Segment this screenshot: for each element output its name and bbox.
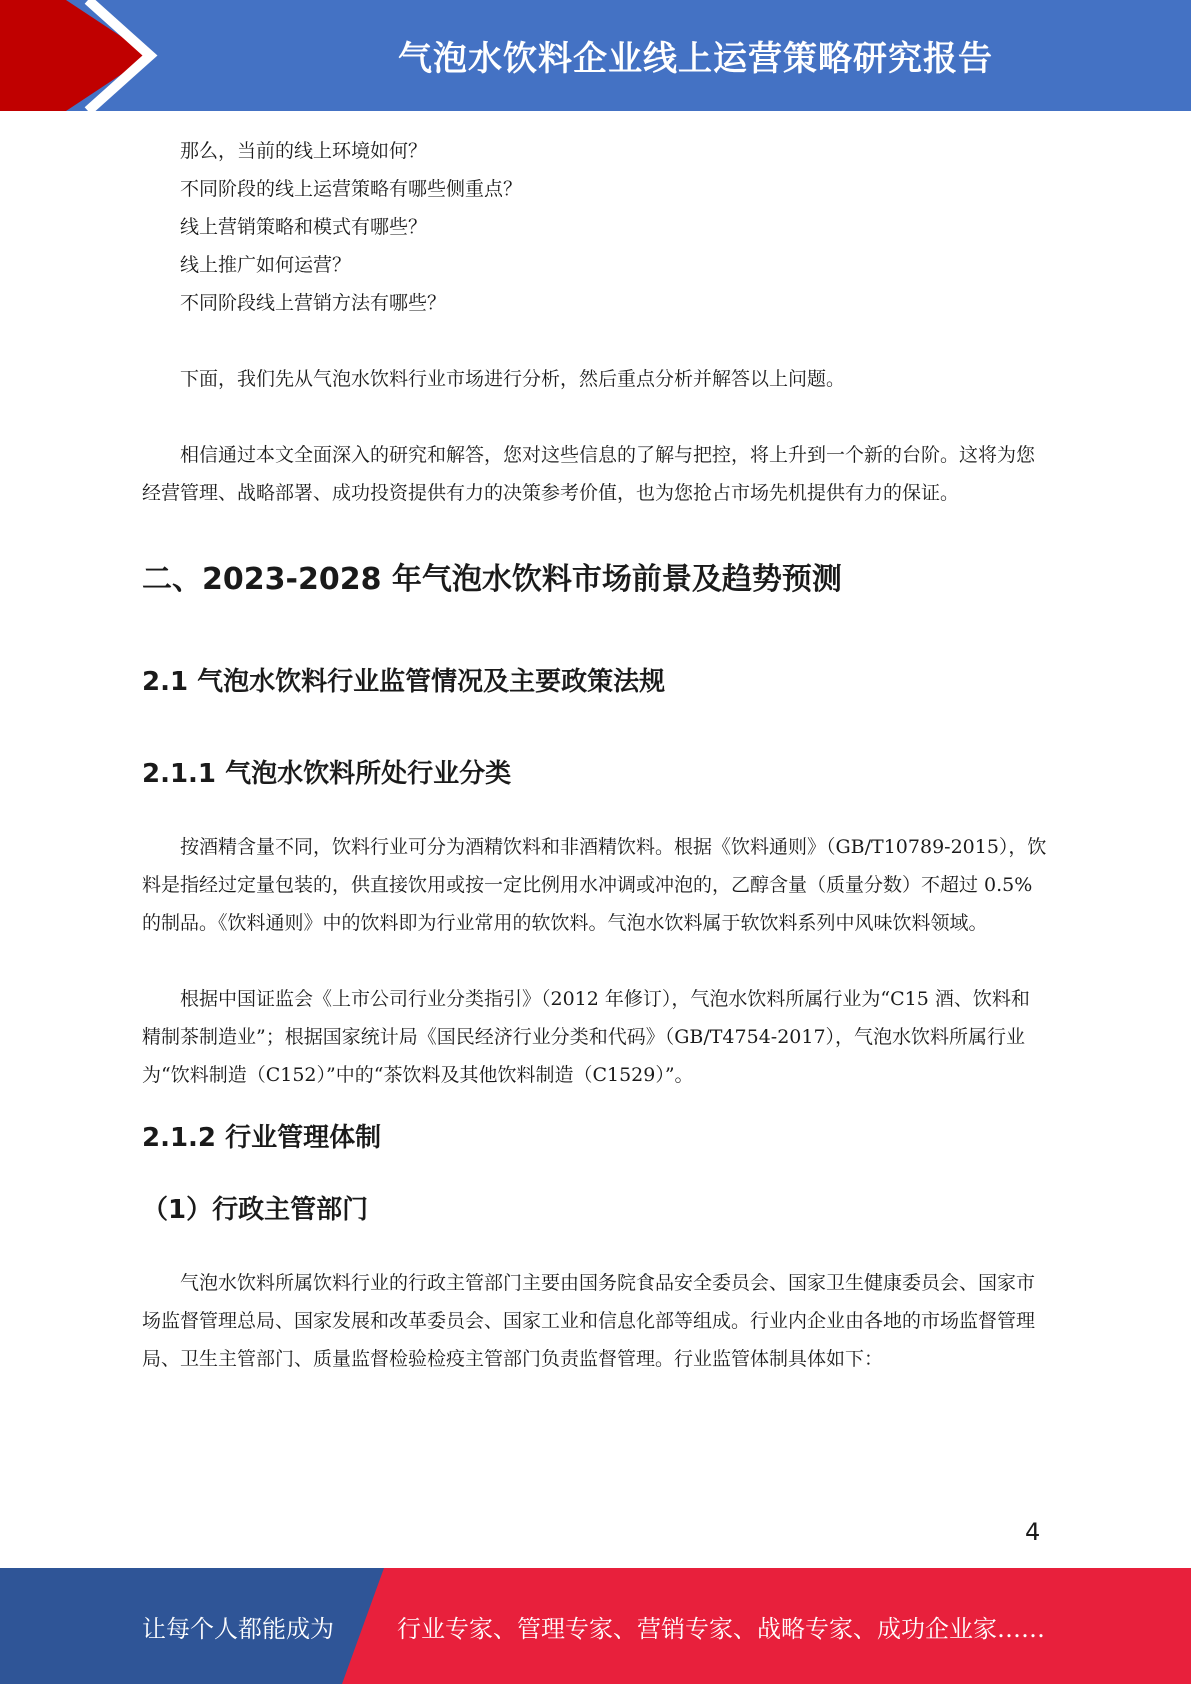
admin-paragraph: 气泡水饮料所属饮料行业的行政主管部门主要由国务院食品安全委员会、国家卫生健康委员会、国家市场监督管理总局、国家发展和改革委员会、国家工业和信息化部等组成。行业内企业由各地的市场监督管理局、卫生主管部门、质量监督检验检疫主管部门负责监督管理。行业监管体制具体如下： [142, 1272, 1036, 1370]
report-title: 气泡水饮料企业线上运营策略研究报告 [398, 39, 993, 79]
section-heading-2: 二、2023-2028 年气泡水饮料市场前景及趋势预测 [142, 562, 842, 597]
question-line: 线上营销策略和模式有哪些？ [180, 216, 428, 238]
question-line: 不同阶段线上营销方法有哪些？ [180, 292, 447, 314]
intro-paragraph: 下面，我们先从气泡水饮料行业市场进行分析，然后重点分析并解答以上问题。 [180, 368, 846, 390]
footer-slogan-right: 行业专家、管理专家、营销专家、战略专家、成功企业家…… [397, 1614, 1045, 1643]
subsection-heading-2-1-2: 2.1.2 行业管理体制 [142, 1123, 382, 1153]
question-line: 线上推广如何运营？ [180, 254, 352, 276]
belief-paragraph: 相信通过本文全面深入的研究和解答，您对这些信息的了解与把控，将上升到一个新的台阶。这将为您经营管理、战略部署、成功投资提供有力的决策参考价值，也为您抢占市场先机提供有力的保证。 [142, 444, 1036, 504]
page-content [142, 132, 1047, 1378]
admin-department-heading: （1）行政主管部门 [142, 1195, 369, 1225]
page-number: 4 [1025, 1518, 1041, 1546]
subsection-heading-2-1-1: 2.1.1 气泡水饮料所处行业分类 [142, 759, 512, 789]
footer-slogan-left: 让每个人都能成为 [142, 1614, 334, 1643]
classification-paragraph-1: 按酒精含量不同，饮料行业可分为酒精饮料和非酒精饮料。根据《饮料通则》（GB/T10789-2015），饮料是指经过定量包装的，供直接饮用或按一定比例用水冲调或冲泡的，乙醇含量（质量分数）不超过 0.5%的制品。《饮料通则》中的饮料即为行业常用的软饮料。气泡水饮料属于软饮料系列中风味饮料领域。 [142, 836, 1047, 934]
question-line: 不同阶段的线上运营策略有哪些侧重点？ [180, 178, 523, 200]
page-footer [0, 1568, 1191, 1684]
question-line: 那么，当前的线上环境如何？ [180, 140, 428, 162]
page-header [0, 0, 1191, 111]
subsection-heading-2-1: 2.1 气泡水饮料行业监管情况及主要政策法规 [142, 667, 666, 697]
classification-paragraph-2: 根据中国证监会《上市公司行业分类指引》（2012 年修订），气泡水饮料所属行业为“C15 酒、饮料和精制茶制造业”；根据国家统计局《国民经济行业分类和代码》（GB/T4754-2017），气泡水饮料所属行业为“饮料制造（C152）”中的“茶饮料及其他饮料制造（C1529）”。 [142, 988, 1030, 1086]
